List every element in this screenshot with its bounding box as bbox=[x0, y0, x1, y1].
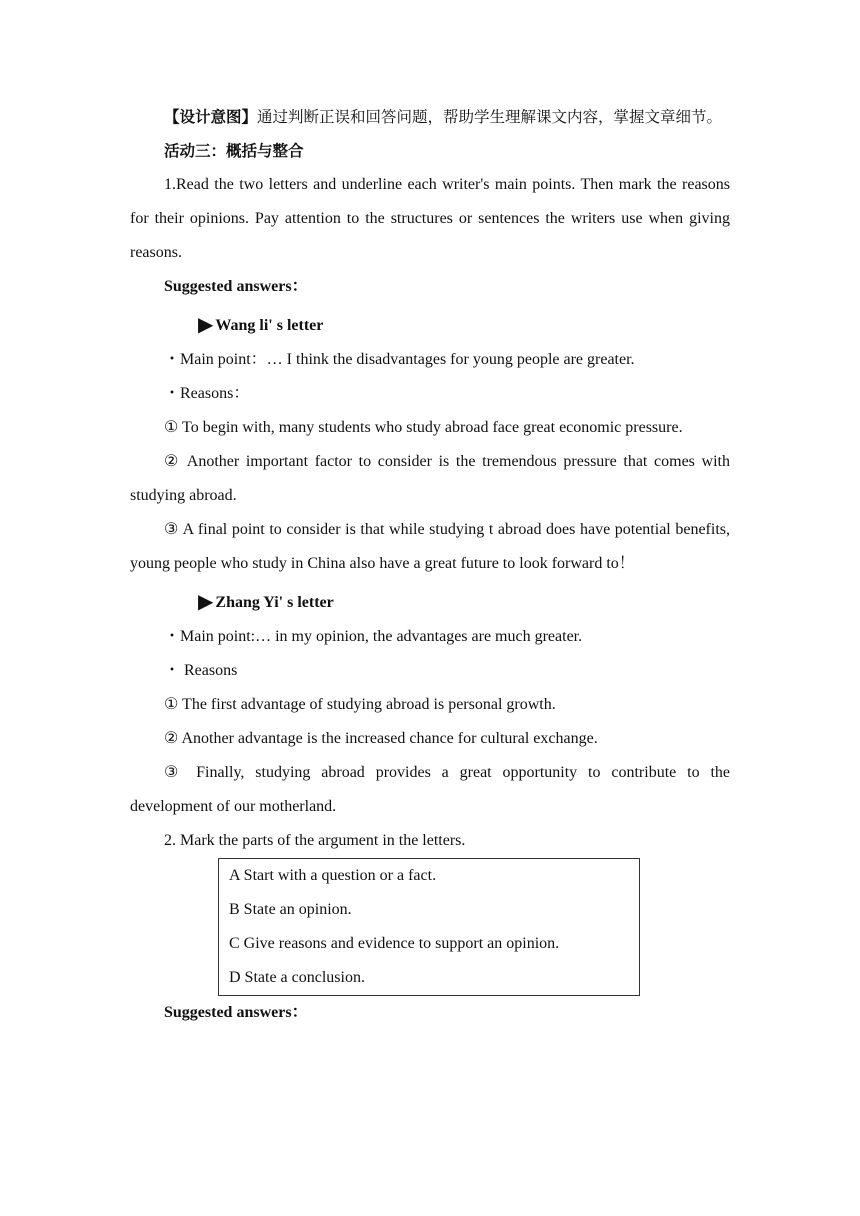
wang-main-point: ・Main point：… I think the disadvantages for young people are greater. bbox=[164, 351, 635, 368]
argument-parts-box bbox=[218, 858, 640, 996]
task2-text: 2. Mark the parts of the argument in the letters. bbox=[164, 832, 466, 849]
design-intent-label: 【设计意图】 bbox=[164, 108, 258, 126]
wang-reason-3: ③ A final point to consider is that while studying t abroad does have potential benefits, young people who study in China also have a great future to look forward to！ bbox=[130, 521, 730, 572]
zhang-main-point: ・Main point:… in my opinion, the advantages are much greater. bbox=[164, 628, 583, 645]
design-intent-paragraph bbox=[130, 100, 730, 134]
activity-title: 活动三：概括与整合 bbox=[164, 142, 304, 160]
zhang-reason-1: ① The first advantage of studying abroad is personal growth. bbox=[164, 696, 556, 713]
suggested-answers-heading: Suggested answers： bbox=[164, 278, 308, 295]
box-item-a: A Start with a question or a fact. bbox=[229, 867, 437, 884]
box-item-d: D State a conclusion. bbox=[229, 969, 365, 986]
zhang-reason-3: ③ Finally, studying abroad provides a great opportunity to contribute to the development of our motherland. bbox=[130, 764, 730, 815]
wang-letter-title: Wang li' s letter bbox=[215, 317, 324, 334]
zhang-reasons-label: ・ Reasons bbox=[164, 662, 238, 679]
wang-reason-2: ② Another important factor to consider is the tremendous pressure that comes with studying abroad. bbox=[130, 453, 730, 504]
wang-reason-1: ① To begin with, many students who study abroad face great economic pressure. bbox=[164, 419, 683, 436]
wang-letter-heading bbox=[130, 308, 730, 343]
zhang-letter-heading bbox=[130, 585, 730, 620]
play-arrow-icon: ▶ bbox=[198, 591, 214, 613]
zhang-reason-2: ② Another advantage is the increased chance for cultural exchange. bbox=[164, 730, 598, 747]
design-intent-text: 通过判断正误和回答问题，帮助学生理解课文内容，掌握文章细节。 bbox=[257, 108, 723, 126]
document-page bbox=[130, 100, 730, 1030]
box-item-b: B State an opinion. bbox=[229, 901, 352, 918]
zhang-letter-title: Zhang Yi' s letter bbox=[215, 594, 334, 611]
wang-reasons-label: ・Reasons： bbox=[164, 385, 250, 402]
box-item-c: C Give reasons and evidence to support an opinion. bbox=[229, 935, 560, 952]
play-arrow-icon: ▶ bbox=[198, 314, 214, 336]
task1-text: 1.Read the two letters and underline each writer's main points. Then mark the reasons for their opinions. Pay attention to the structures or sentences the writers use when giving reasons. bbox=[130, 176, 730, 261]
suggested-answers-heading-2: Suggested answers： bbox=[164, 1004, 308, 1021]
